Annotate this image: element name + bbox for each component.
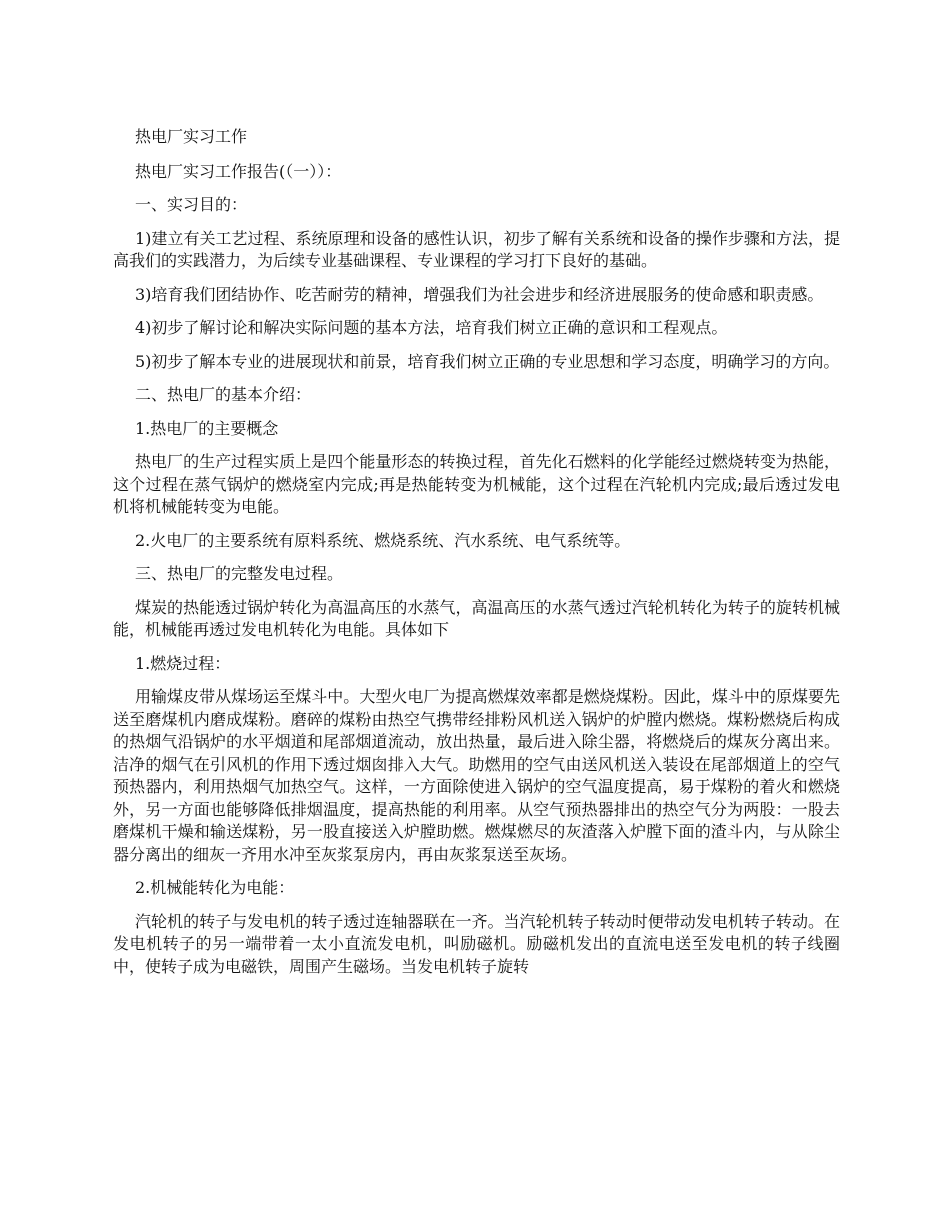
document-body [113,126,840,989]
document-title: 热电厂实习工作 [135,127,248,146]
heading-purpose: 一、实习目的： [135,195,248,214]
purpose-item-1: 1)建立有关工艺过程、系统原理和设备的感性认识，初步了解有关系统和设备的操作步骤和方法，提高我们的实践潜力，为后续专业基础课程、专业课程的学习打下良好的基础。 [113,228,840,270]
heading-introduction: 二、热电厂的基本介绍： [135,385,312,404]
combustion-paragraph: 用输煤皮带从煤场运至煤斗中。大型火电厂为提高燃煤效率都是燃烧煤粉。因此，煤斗中的原煤要先送至磨煤机内磨成煤粉。磨碎的煤粉由热空气携带经排粉风机送入锅炉的炉膛内燃烧。煤粉燃烧后构成的热烟气沿锅炉的水平烟道和尾部烟道流动，放出热量，最后进入除尘器，将燃烧后的煤灰分离出来。洁净的烟气在引风机的作用下透过烟囱排入大气。助燃用的空气由送风机送入装设在尾部烟道上的空气预热器内，利用热烟气加热空气。这样，一方面除使进入锅炉的空气温度提高，易于煤粉的着火和燃烧外，另一方面也能够降低排烟温度，提高热能的利用率。从空气预热器排出的热空气分为两股：一股去磨煤机干燥和输送煤粉，另一股直接送入炉膛助燃。燃煤燃尽的灰渣落入炉膛下面的渣斗内，与从除尘器分离出的细灰一齐用水冲至灰浆泵房内，再由灰浆泵送至灰场。 [113,687,840,864]
subheading-concept: 1.热电厂的主要概念 [135,418,279,438]
heading-process: 三、热电厂的完整发电过程。 [135,564,344,583]
concept-paragraph: 热电厂的生产过程实质上是四个能量形态的转换过程，首先化石燃料的化学能经过燃烧转变为热能，这个过程在蒸气锅炉的燃烧室内完成;再是热能转变为机械能，这个过程在汽轮机内完成;最后透过发电机将机械能转变为电能。 [113,452,840,516]
systems-paragraph: 2.火电厂的主要系统有原料系统、燃烧系统、汽水系统、电气系统等。 [135,530,631,550]
electric-conversion-paragraph: 汽轮机的转子与发电机的转子透过连轴器联在一齐。当汽轮机转子转动时便带动发电机转子转动。在发电机转子的另一端带着一太小直流发电机，叫励磁机。励磁机发出的直流电送至发电机的转子线圈中，使转子成为电磁铁，周围产生磁场。当发电机转子旋转 [113,911,840,976]
purpose-item-5: 5)初步了解本专业的进展现状和前景，培育我们树立正确的专业思想和学习态度，明确学习的方向。 [135,351,840,371]
heading-report: 热电厂实习工作报告(（一））： [135,161,342,181]
purpose-item-3: 3)培育我们团结协作、吃苦耐劳的精神，增强我们为社会进步和经济进展服务的使命感和职责感。 [135,284,824,304]
subheading-electric-conversion: 2.机械能转化为电能： [135,878,295,897]
purpose-item-4: 4)初步了解讨论和解决实际问题的基本方法，培育我们树立正确的意识和工程观点。 [135,318,728,337]
process-overview-paragraph: 煤炭的热能透过锅炉转化为高温高压的水蒸气，高温高压的水蒸气透过汽轮机转化为转子的旋转机械能，机械能再透过发电机转化为电能。具体如下 [113,597,840,639]
subheading-combustion: 1.燃烧过程： [135,653,231,673]
